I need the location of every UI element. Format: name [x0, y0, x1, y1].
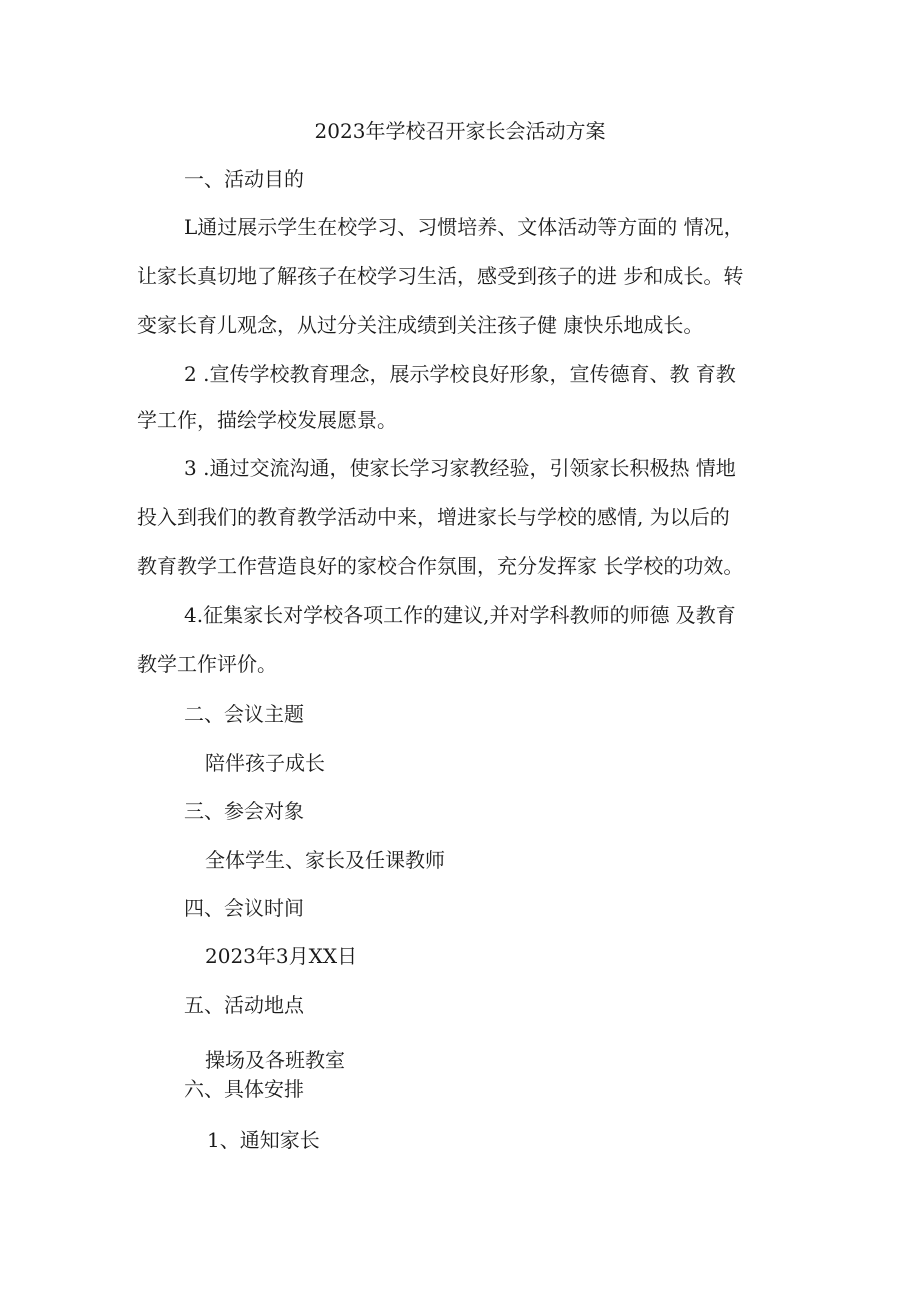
- section-content: 陪伴孩子成长: [205, 751, 325, 775]
- section-heading-attendees: 三、参会对象: [184, 799, 304, 823]
- section-heading-theme: 二、会议主题: [184, 702, 304, 726]
- paragraph-line: 4.征集家长对学校各项工作的建议,并对学科教师的师德 及教育: [184, 603, 736, 627]
- document-title: 2023年学校召开家长会活动方案: [314, 119, 606, 143]
- paragraph-line: 3 .通过交流沟通，使家长学习家教经验，引领家长积极热 情地: [184, 456, 736, 480]
- paragraph-line: 2 .宣传学校教育理念，展示学校良好形象，宣传德育、教 育教: [184, 362, 736, 386]
- paragraph-line: 投入到我们的教育教学活动中来，增进家长与学校的感情, 为以后的: [137, 505, 730, 529]
- section-heading-purpose: 一、活动目的: [184, 167, 304, 191]
- section-heading-location: 五、活动地点: [184, 993, 304, 1017]
- paragraph-line: 学工作，描绘学校发展愿景。: [137, 408, 397, 432]
- paragraph-line: 让家长真切地了解孩子在校学习生活，感受到孩子的进 步和成长。转: [137, 264, 744, 288]
- paragraph-line: 变家长育儿观念，从过分关注成绩到关注孩子健 康快乐地成长。: [137, 313, 704, 337]
- section-content: 操场及各班教室: [205, 1048, 345, 1072]
- paragraph-line: L通过展示学生在校学习、习惯培养、文体活动等方面的 情况，: [184, 215, 744, 239]
- section-content: 全体学生、家长及任课教师: [205, 848, 445, 872]
- section-content: 1、通知家长: [207, 1128, 320, 1152]
- section-heading-arrangement: 六、具体安排: [184, 1077, 304, 1101]
- section-heading-time: 四、会议时间: [184, 896, 304, 920]
- paragraph-line: 教育教学工作营造良好的家校合作氛围，充分发挥家 长学校的功效。: [137, 554, 744, 578]
- section-content: 2023年3月XX日: [205, 944, 358, 968]
- paragraph-line: 教学工作评价。: [137, 652, 277, 676]
